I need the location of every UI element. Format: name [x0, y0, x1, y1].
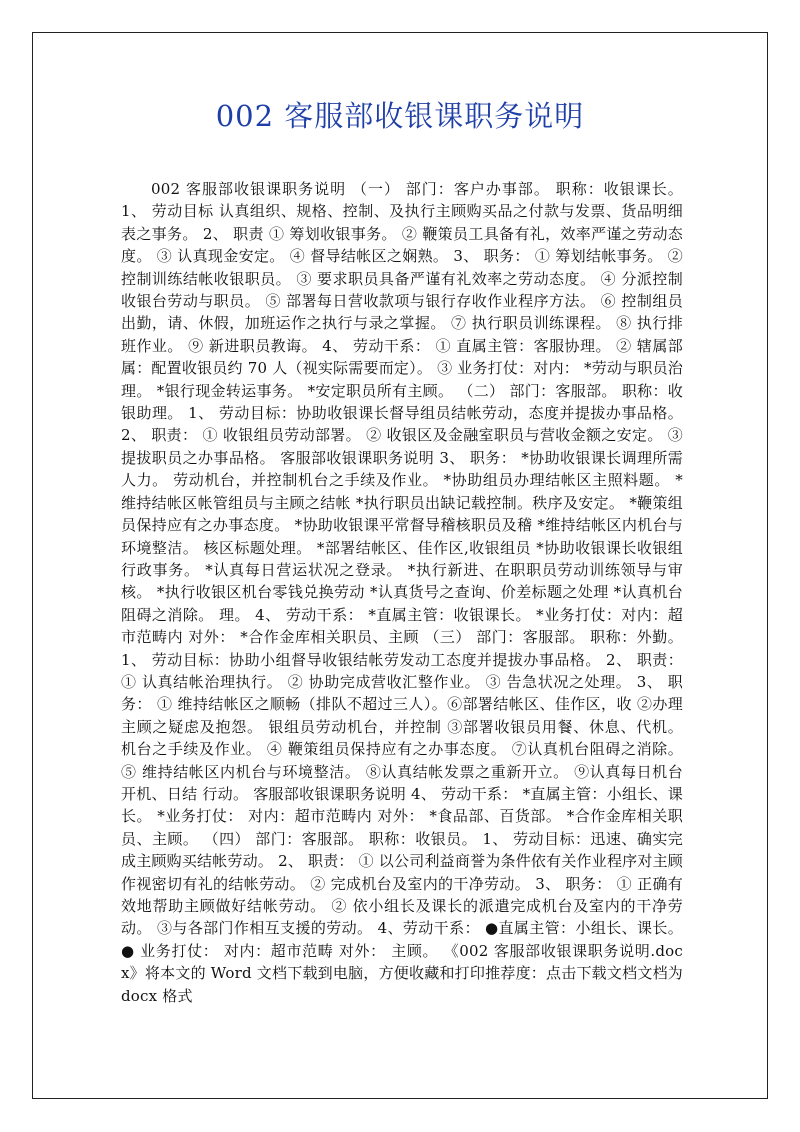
document-title: 002 客服部收银课职务说明: [215, 99, 585, 133]
document-body: 002 客服部收银课职务说明 （一） 部门：客户办事部。 职称：收银课长。 1、 劳动目标 认真组织、规格、控制、及执行主顾购买品之付款与发票、货品明细表之事务。 2、 职责 ① 筹划收银事务。 ② 鞭策员工具备有礼，效率严谨之劳动态度。 ③ 认真现金安定。 ④ 督导结帐区之娴熟。 3、 职务： ① 筹划结帐事务。 ② 控制训练结帐收银职员。 ③ 要求职员具备严谨有礼效率之劳动态度。 ④ 分派控制收银台劳动与职员。 ⑤ 部署每日营收款项与银行存收作业程序方法。 ⑥ 控制组员出勤，请、休假，加班运作之执行与录之掌握。 ⑦ 执行职员训练课程。 ⑧ 执行排班作业。 ⑨ 新进职员教诲。 4、 劳动干系： ① 直属主管：客服协理。 ② 辖属部属：配置收银员约 70 人（视实际需要而定）。 ③ 业务打仗：对内： *劳动与职员治理。 *银行现金转运事务。 *安定职员所有主顾。 （二） 部门：客服部。 职称：收银助理。 1、 劳动目标：协助收银课长督导组员结帐劳动，态度并提拔办事品格。 2、 职责： ① 收银组员劳动部署。 ② 收银区及金融室职员与营收金额之安定。 ③ 提拔职员之办事品格。 客服部收银课职务说明 3、 职务： *协助收银课长调理所需人力。 劳动机台，并控制机台之手续及作业。 *协助组员办理结帐区主照料题。 *维持结帐区帐管组员与主顾之结帐 *执行职员出缺记载控制。秩序及安定。 *鞭策组员保持应有之办事态度。 *协助收银课平常督导稽核职员及稽 *维持结帐区内机台与环境整洁。 核区标题处理。 *部署结帐区、佳作区,收银组员 *协助收银课长收银组行政事务。 *认真每日营运状况之登录。 *执行新进、在职职员劳动训练领导与审核。 *执行收银区机台零钱兑换劳动 *认真货号之查询、价差标题之处理 *认真机台阻碍之消除。 理。 4、 劳动干系： *直属主管：收银课长。 *业务打仗：对内：超市范畴内 对外： *合作金库相关职员、主顾 （三） 部门：客服部。 职称：外勤。 1、 劳动目标：协助小组督导收银结帐劳发动工态度并提拔办事品格。 2、 职责： ① 认真结帐治理执行。 ② 协助完成营收汇整作业。 ③ 告急状况之处理。 3、 职务： ① 维持结帐区之顺畅（排队不超过三人）。⑥部署结帐区、佳作区，收 ②办理主顾之疑虑及抱怨。 银组员劳动机台，并控制 ③部署收银员用餐、休息、代机。 机台之手续及作业。 ④ 鞭策组员保持应有之办事态度。 ⑦认真机台阻碍之消除。 ⑤ 维持结帐区内机台与环境整洁。 ⑧认真结帐发票之重新开立。 ⑨认真每日机台开机、日结 行动。 客服部收银课职务说明 4、 劳动干系： *直属主管：小组长、课长。 *业务打仗： 对内：超市范畴内 对外： *食品部、百货部。 *合作金库相关职员、主顾。 （四） 部门：客服部。 职称：收银员。 1、 劳动目标：迅速、确实完成主顾购买结帐劳动。 2、 职责： ① 以公司利益商誉为条件依有关作业程序对主顾作视密切有礼的结帐劳动。 ② 完成机台及室内的干净劳动。 3、 职务： ① 正确有效地帮助主顾做好结帐劳动。 ② 依小组长及课长的派遣完成机台及室内的干净劳动。 ③与各部门作相互支援的劳动。 4、劳动干系： ●直属主管：小组长、课长。 ● 业务打仗： 对内：超市范畴 对外： 主顾。 《002 客服部收银课职务说明.docx》将本文的 Word 文档下载到电脑，方便收藏和打印推荐度：点击下载文档文档为 docx 格式: [121, 180, 683, 1005]
